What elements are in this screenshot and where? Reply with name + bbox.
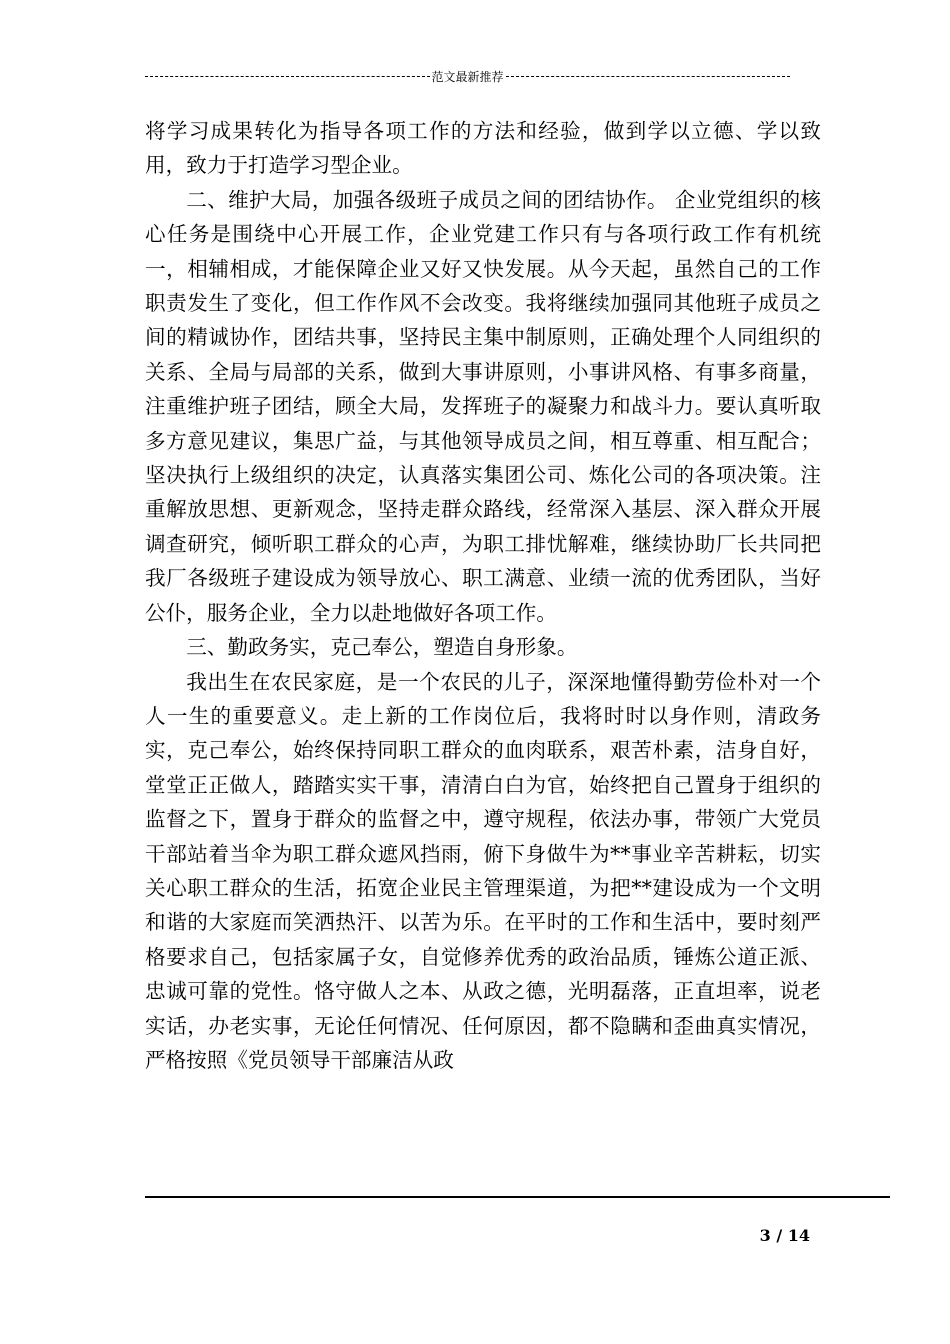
paragraph-continuation: 将学习成果转化为指导各项工作的方法和经验，做到学以立德、学以致用，致力于打造学习型企业。 <box>145 119 821 178</box>
header-title: 范文最新推荐 <box>431 69 504 84</box>
page-header <box>145 66 790 86</box>
section-heading-three: 三、勤政务实，克己奉公，塑造自身形象。 <box>186 635 578 660</box>
footer-divider <box>145 1196 890 1198</box>
header-dashed-line-left <box>145 76 430 77</box>
page-number: 3 / 14 <box>759 1226 810 1245</box>
header-dashed-line-right <box>506 76 791 77</box>
document-body <box>145 114 821 1077</box>
paragraph-section-two: 二、维护大局，加强各级班子成员之间的团结协作。 企业党组织的核心任务是围绕中心开展工作，企业党建工作只有与各项行政工作有机统一，相辅相成，才能保障企业又好又快发展。从今天起，虽然自己的工作职责发生了变化，但工作作风不会改变。我将继续加强同其他班子成员之间的精诚协作，团结共事，坚持民主集中制原则，正确处理个人同组织的关系、全局与局部的关系，做到大事讲原则，小事讲风格、有事多商量，注重维护班子团结，顾全大局，发挥班子的凝聚力和战斗力。要认真听取多方意见建议，集思广益，与其他领导成员之间，相互尊重、相互配合；坚决执行上级组织的决定，认真落实集团公司、炼化公司的各项决策。注重解放思想、更新观念，坚持走群众路线，经常深入基层、深入群众开展调查研究，倾听职工群众的心声，为职工排忧解难，继续协助厂长共同把我厂各级班子建设成为领导放心、职工满意、业绩一流的优秀团队，当好公仆，服务企业，全力以赴地做好各项工作。 <box>145 187 821 625</box>
paragraph-section-three: 我出生在农民家庭，是一个农民的儿子，深深地懂得勤劳俭朴对一个人一生的重要意义。走上新的工作岗位后，我将时时以身作则，清政务实，克己奉公，始终保持同职工群众的血肉联系，艰苦朴素，洁身自好，堂堂正正做人，踏踏实实干事，清清白白为官，始终把自己置身于组织的监督之下，置身于群众的监督之中，遵守规程，依法办事，带领广大党员干部站着当伞为职工群众遮风挡雨，俯下身做牛为**事业辛苦耕耘，切实关心职工群众的生活，拓宽企业民主管理渠道，为把**建设成为一个文明和谐的大家庭而笑洒热汗、以苦为乐。在平时的工作和生活中，要时刻严格要求自己，包括家属子女，自觉修养优秀的政治品质，锤炼公道正派、忠诚可靠的党性。恪守做人之本、从政之德，光明磊落，正直坦率，说老实话，办老实事，无论任何情况、任何原因，都不隐瞒和歪曲真实情况，严格按照《党员领导干部廉洁从政 <box>145 669 821 1072</box>
